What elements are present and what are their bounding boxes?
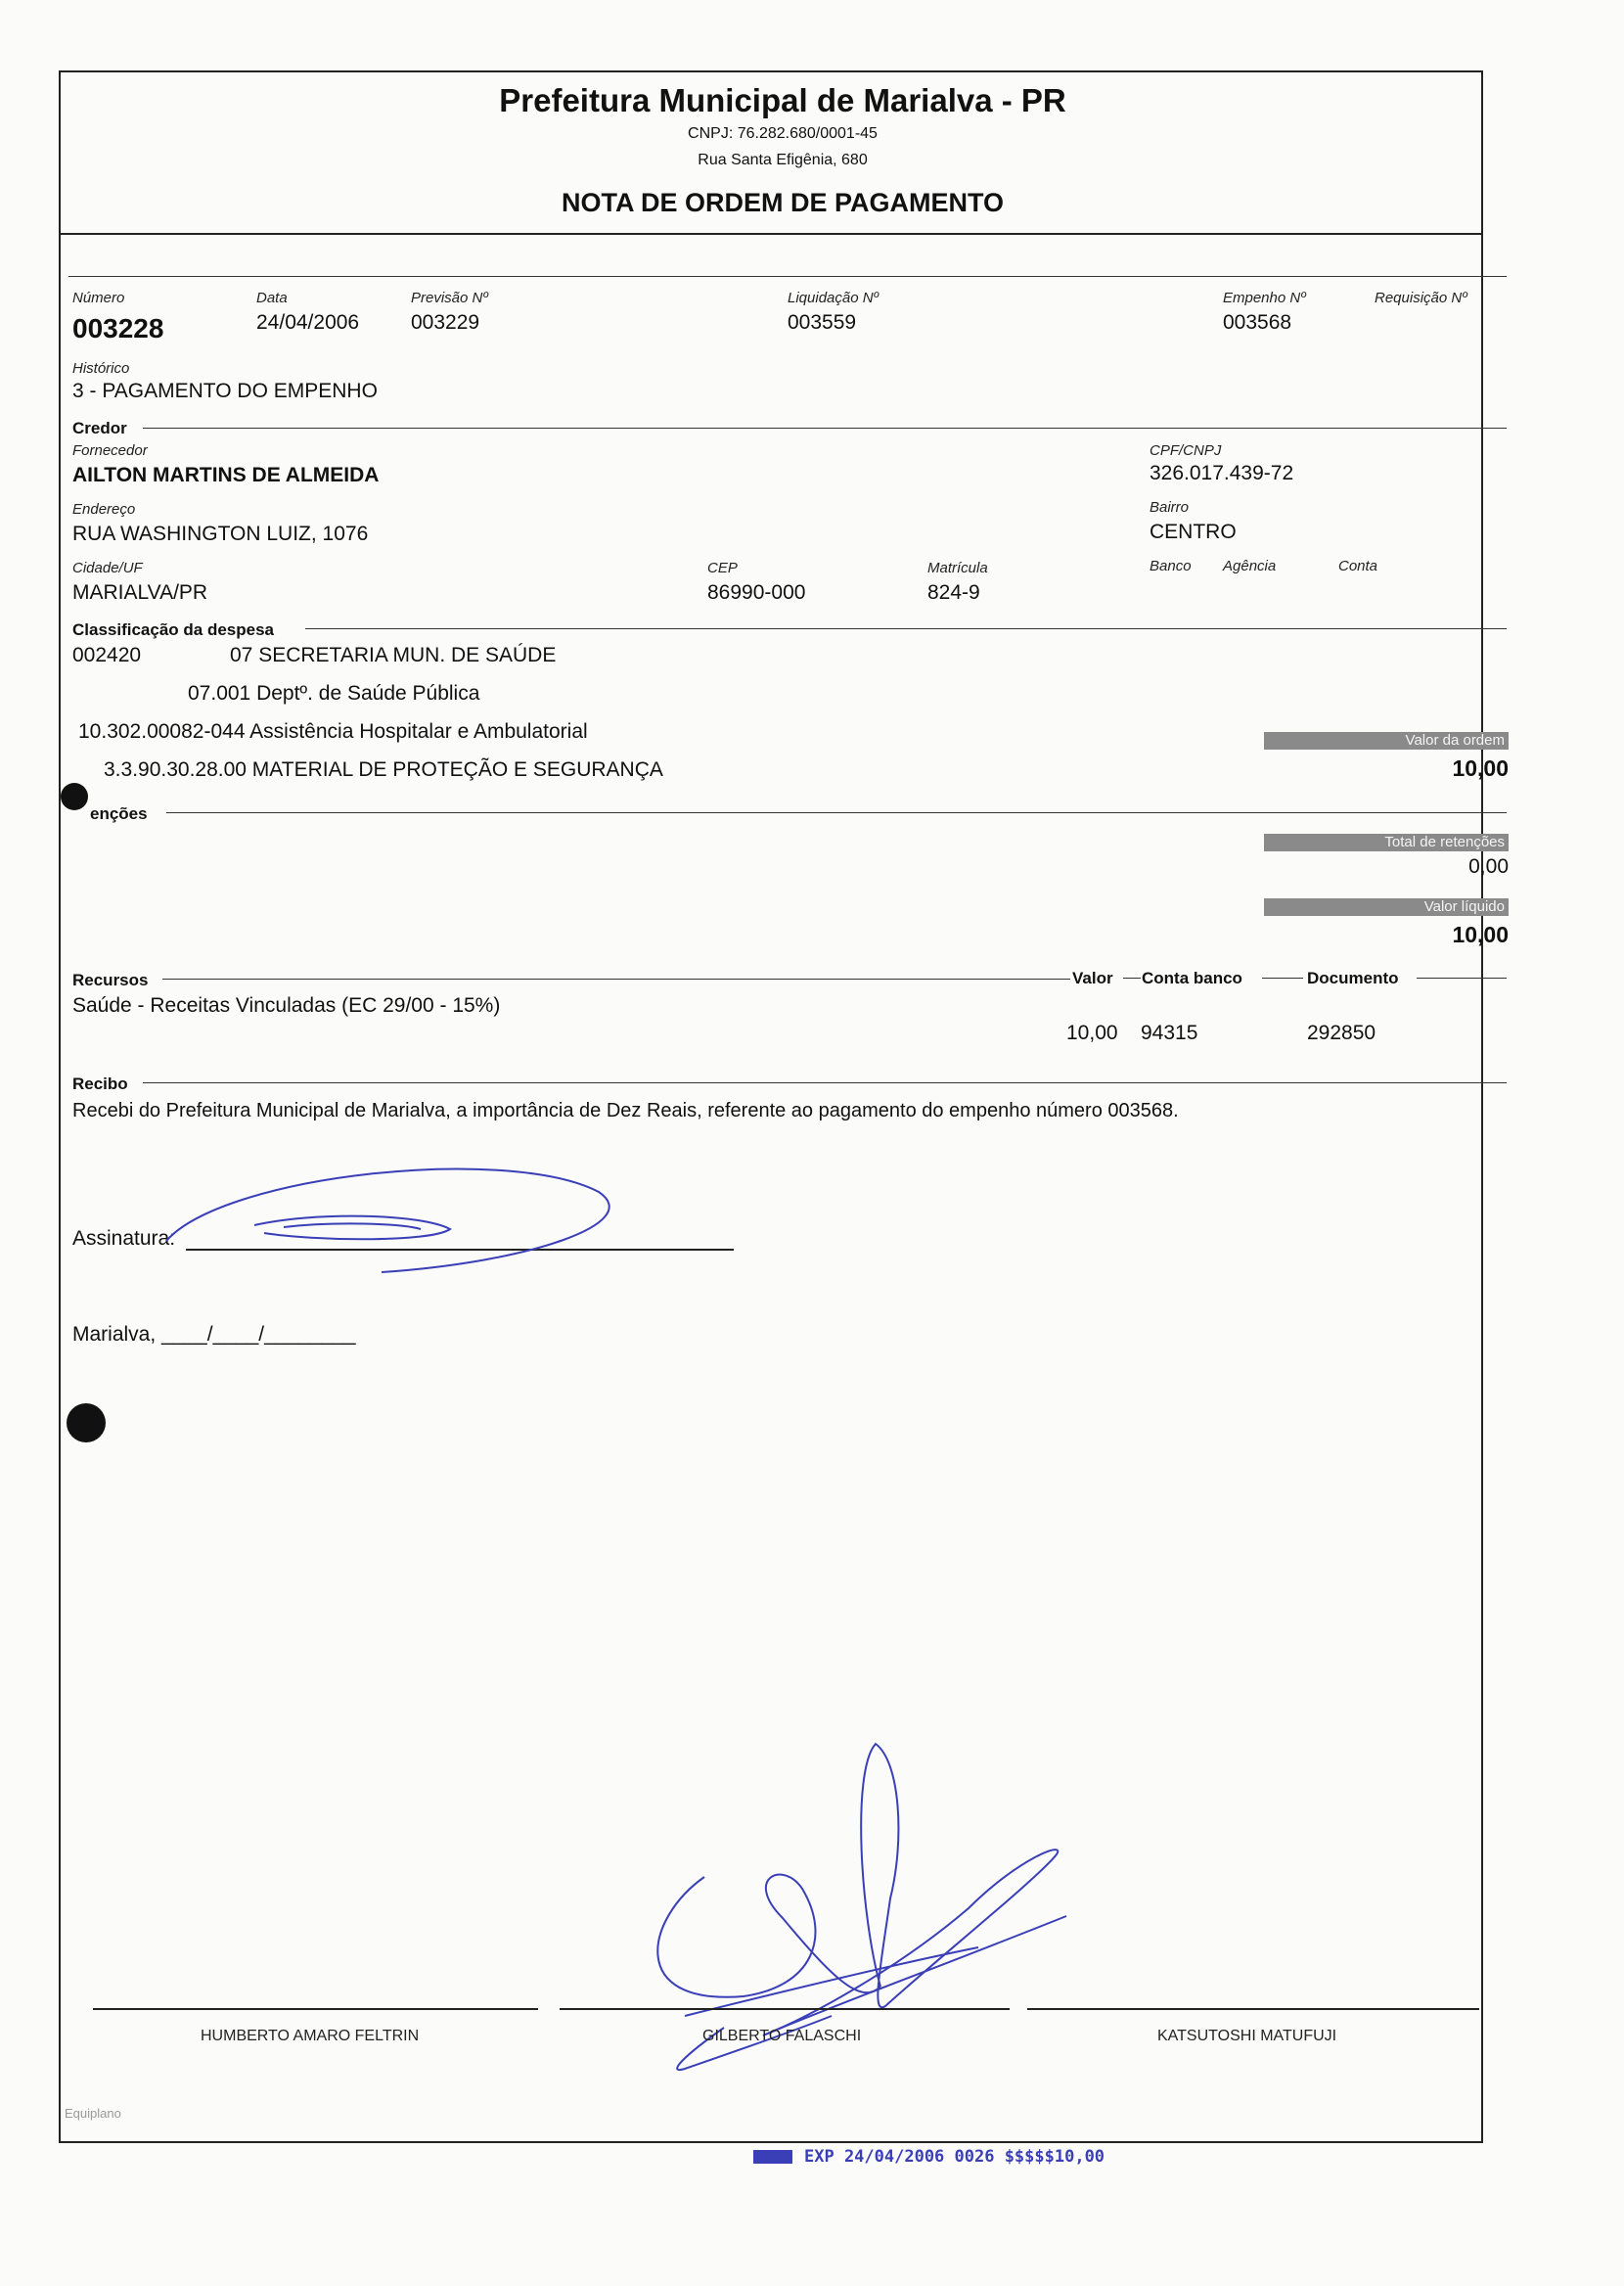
cidade-value: MARIALVA/PR [72,581,208,604]
recursos-valor: 10,00 [1066,1022,1118,1044]
empenho-label: Empenho Nº [1223,290,1306,306]
previsao-value: 003229 [411,311,480,334]
banco-label: Banco [1150,558,1192,574]
cidade-label: Cidade/UF [72,560,143,576]
liquidacao-value: 003559 [788,311,857,334]
total-retencoes-label: Total de retenções [1384,834,1505,850]
matricula-label: Matrícula [927,560,988,576]
numero-value: 003228 [72,313,164,343]
departamento-text: 07.001 Deptº. de Saúde Pública [188,682,480,705]
fornecedor-value: AILTON MARTINS DE ALMEIDA [72,464,380,486]
total-retencoes-value: 0,00 [1468,855,1509,878]
document-title: NOTA DE ORDEM DE PAGAMENTO [561,188,1004,217]
endereco-label: Endereço [72,501,136,518]
signatory-3: KATSUTOSHI MATUFUJI [1157,2028,1337,2044]
matricula-value: 824-9 [927,581,980,604]
classificacao-code: 002420 [72,644,142,666]
valor-ordem-value: 10,00 [1452,755,1509,781]
recursos-documento: 292850 [1307,1022,1376,1044]
agencia-label: Agência [1223,558,1277,574]
software-footer: Equiplano [65,2106,121,2121]
municipality-title: Prefeitura Municipal de Marialva - PR [499,82,1066,118]
signature-line-3 [1027,2008,1479,2010]
cep-label: CEP [707,560,738,576]
bairro-label: Bairro [1150,499,1190,516]
bank-stamp-text: EXP 24/04/2006 0026 $$$$$10,00 [804,2147,1105,2167]
assinatura-label: Assinatura: [72,1227,176,1250]
previsao-label: Previsão Nº [411,290,488,306]
valor-liquido-value: 10,00 [1452,922,1509,947]
programa-text: 10.302.00082-044 Assistência Hospitalar e Ambulatorial [78,720,588,743]
retencoes-section: enções [90,804,148,823]
signatory-2: GILBERTO FALASCHI [702,2028,862,2044]
recibo-text: Recebi do Prefeitura Municipal de Marialva, a importância de Dez Reais, referente ao pagamento do empenho número 003568. [72,1100,1179,1121]
local-data-text: Marialva, ____/____/________ [72,1323,356,1346]
valor-ordem-label: Valor da ordem [1405,732,1505,749]
requisicao-label: Requisição Nº [1375,290,1467,306]
cpf-value: 326.017.439-72 [1150,462,1294,484]
cep-value: 86990-000 [707,581,806,604]
valor-liquido-label: Valor líquido [1423,898,1505,915]
fornecedor-label: Fornecedor [72,442,148,459]
classificacao-section: Classificação da despesa [72,620,275,639]
bank-stamp [753,2147,1105,2167]
documento-header: Documento [1307,969,1399,987]
empenho-value: 003568 [1223,311,1292,334]
stamp-logo-icon [753,2150,792,2164]
conta-banco-header: Conta banco [1142,969,1242,987]
historico-value: 3 - PAGAMENTO DO EMPENHO [72,380,378,402]
numero-label: Número [72,290,125,306]
historico-label: Histórico [72,360,130,377]
endereco-value: RUA WASHINGTON LUIZ, 1076 [72,523,369,545]
recursos-section: Recursos [72,971,149,989]
recibo-section: Recibo [72,1074,128,1093]
cnpj-text: CNPJ: 76.282.680/0001-45 [688,125,878,142]
address-text: Rua Santa Efigênia, 680 [698,152,868,168]
signature-line-2 [560,2008,1010,2010]
bairro-value: CENTRO [1150,521,1237,543]
signature-line-1 [93,2008,538,2010]
data-value: 24/04/2006 [256,311,360,334]
liquidacao-label: Liquidação Nº [788,290,880,306]
valor-header: Valor [1072,969,1113,987]
elemento-text: 3.3.90.30.28.00 MATERIAL DE PROTEÇÃO E SEGURANÇA [104,758,663,781]
signatory-1: HUMBERTO AMARO FELTRIN [201,2028,420,2044]
recursos-conta: 94315 [1141,1022,1198,1044]
credor-section: Credor [72,419,127,437]
cpf-label: CPF/CNPJ [1150,442,1222,459]
secretaria-text: 07 SECRETARIA MUN. DE SAÚDE [230,644,557,666]
data-label: Data [256,290,288,306]
recursos-descricao: Saúde - Receitas Vinculadas (EC 29/00 - 15%) [72,994,501,1017]
conta-label: Conta [1338,558,1378,574]
